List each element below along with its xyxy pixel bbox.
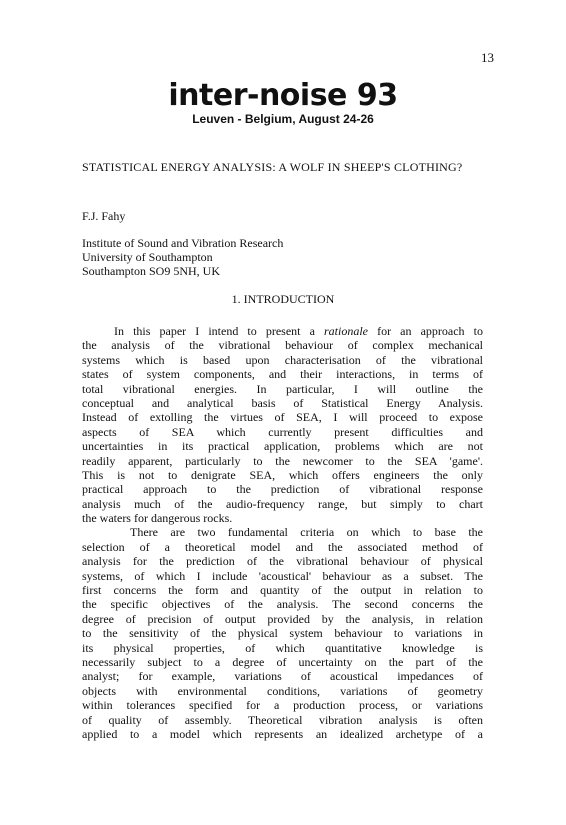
page-number: 13 — [481, 50, 494, 65]
emphasis-rationale: rationale — [324, 324, 368, 338]
text-line: within tolerances specified for a production process, or variations — [82, 698, 483, 713]
text-line: uncertainties in its practical application, problems which are not — [82, 439, 483, 454]
text-line: analyst; for example, variations of acoustical impedances of — [82, 669, 483, 684]
conference-subtitle: Leuven - Belgium, August 24-26 — [192, 112, 374, 126]
text-line: degree of precision of output provided by the analysis, in relation — [82, 611, 483, 626]
text-line: of quality of assembly. Theoretical vibration analysis is often — [82, 712, 483, 727]
text-line: to the sensitivity of the physical system behaviour to variations in — [82, 626, 483, 641]
text-line: first concerns the form and quantity of the output in relation to — [82, 583, 483, 598]
conference-header — [0, 80, 566, 126]
section-heading: 1. INTRODUCTION — [231, 292, 335, 306]
author-name: F.J. Fahy — [82, 209, 126, 223]
conference-logo-title: inter-noise 93 — [168, 78, 398, 113]
text-line: practical approach to the prediction of vibrational response — [82, 482, 483, 497]
affiliation-line: Southampton SO9 5NH, UK — [82, 264, 221, 278]
text-line: readily apparent, particularly to the newcomer to the SEA 'game'. — [82, 453, 483, 468]
paragraph-1-first-line: In this paper I intend to present a rationale for an approach to — [114, 324, 483, 338]
paper-title: STATISTICAL ENERGY ANALYSIS: A WOLF IN SHEEP'S CLOTHING? — [82, 160, 463, 174]
text-line: necessarily subject to a degree of uncertainty on the part of the — [82, 654, 483, 669]
text-line: applied to a model which represents an idealized archetype of a — [82, 726, 483, 741]
text-line: selection of a theoretical model and the associated method of — [82, 539, 483, 554]
text-line: conceptual and analytical basis of Statistical Energy Analysis. — [82, 395, 483, 410]
text-line: objects with environmental conditions, variations of geometry — [82, 683, 483, 698]
text-line: the specific objectives of the analysis. The second concerns the — [82, 597, 483, 612]
text-line: analysis for the prediction of the vibrational behaviour of physical — [82, 554, 483, 569]
text-line: analysis much of the audio-frequency range, but simply to chart — [82, 496, 483, 511]
text-line: systems which is based upon characterisation of the vibrational — [82, 352, 483, 367]
text-line: There are two fundamental criteria on which to base the — [130, 525, 483, 540]
text-line: its physical properties, of which quantitative knowledge is — [82, 640, 483, 655]
paragraph-1 — [82, 338, 483, 525]
text-line: Instead of extolling the virtues of SEA, I will proceed to expose — [82, 410, 483, 425]
text-line: the waters for dangerous rocks. — [82, 511, 233, 526]
affiliation-line: University of Southampton — [82, 250, 213, 264]
affiliation-line: Institute of Sound and Vibration Research — [82, 236, 284, 250]
text-line: systems, of which I include 'acoustical' behaviour as a subset. The — [82, 568, 483, 583]
text-line: total vibrational energies. In particular, I will outline the — [82, 381, 483, 396]
body-text — [82, 324, 483, 741]
paragraph-2 — [82, 525, 483, 741]
text-line: aspects of SEA which currently present difficulties and — [82, 424, 483, 439]
affiliation-block — [82, 236, 283, 278]
text-line: the analysis of the vibrational behaviour of complex mechanical — [82, 338, 483, 353]
text-line: This is not to denigrate SEA, which offers engineers the only — [82, 467, 483, 482]
text-line: states of system components, and their interactions, in terms of — [82, 367, 483, 382]
